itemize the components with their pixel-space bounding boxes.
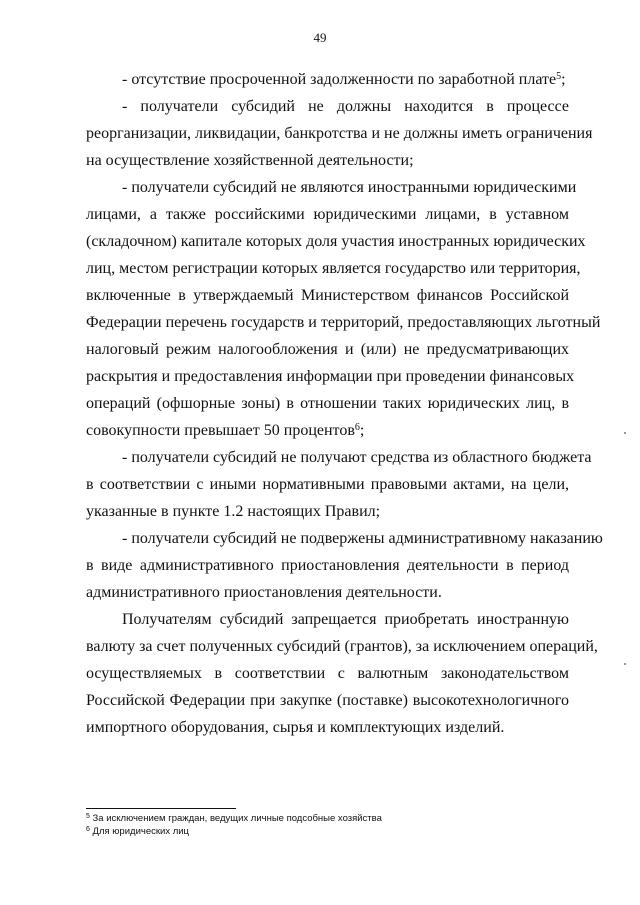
text-line: (складочном) капитале которых доля участия иностранных юридических (86, 233, 586, 250)
text-line: - получатели субсидий не являются иностранными юридическими (122, 179, 577, 196)
text-line: - получатели субсидий не должны находится в процессе (122, 98, 569, 115)
text-line: - отсутствие просроченной задолженности по заработной плате$^5$; (122, 71, 566, 88)
text-line: включенные в утверждаемый Министерством финансов Российской (86, 287, 569, 304)
text-line: в соответствии с иными нормативными правовыми актами, на цели, (86, 476, 569, 493)
text-line: раскрытия и предоставления информации при проведении финансовых (86, 368, 575, 385)
footnote-6: $^6$ Для юридических лиц (86, 826, 189, 837)
text-line: импортного оборудования, сырья и комплектующих изделий. (86, 719, 505, 736)
footnote-ref-5: 5 (556, 71, 562, 82)
text-line: - получатели субсидий не подвержены административному наказанию (122, 530, 603, 547)
text-line: реорганизации, ликвидации, банкротства и не должны иметь ограничения (86, 125, 593, 142)
text-line: административного приостановления деятельности. (86, 584, 442, 601)
text-line: лицами, а также российскими юридическими лицами, в уставном (86, 206, 569, 223)
page-number: 49 (313, 30, 327, 45)
text-line: налоговый режим налогообложения и (или) не предусматривающих (86, 341, 569, 358)
text-line: совокупности превышает 50 процентов$^6$; (86, 422, 365, 439)
text-line: лиц, местом регистрации которых является государство или территория, (86, 260, 581, 277)
text-line: указанные в пункте 1.2 настоящих Правил; (86, 503, 381, 520)
text-line: - получатели субсидий не получают средства из областного бюджета (122, 449, 592, 466)
footnote-separator (86, 808, 236, 809)
text-line: в виде административного приостановления деятельности в период (86, 557, 569, 574)
footnote-5: $^5$ За исключением граждан, ведущих личные подсобные хозяйства (86, 813, 382, 824)
text-line: Федерации перечень государств и территорий, предоставляющих льготный (86, 314, 601, 331)
text-line: Российской Федерации при закупке (поставке) высокотехнологичного (86, 692, 569, 709)
text-line: осуществляемых в соответствии с валютным законодательством (86, 665, 569, 682)
text-line: валюту за счет полученных субсидий (грантов), за исключением операций, (86, 638, 598, 655)
footnote-ref-6: 6 (354, 422, 360, 433)
scan-speck (624, 663, 626, 665)
text-line: на осуществление хозяйственной деятельности; (86, 152, 414, 169)
scan-speck (624, 432, 626, 434)
text-line: Получателям субсидий запрещается приобретать иностранную (122, 611, 569, 628)
text-line: операций (офшорные зоны) в отношении таких юридических лиц, в (86, 395, 569, 412)
